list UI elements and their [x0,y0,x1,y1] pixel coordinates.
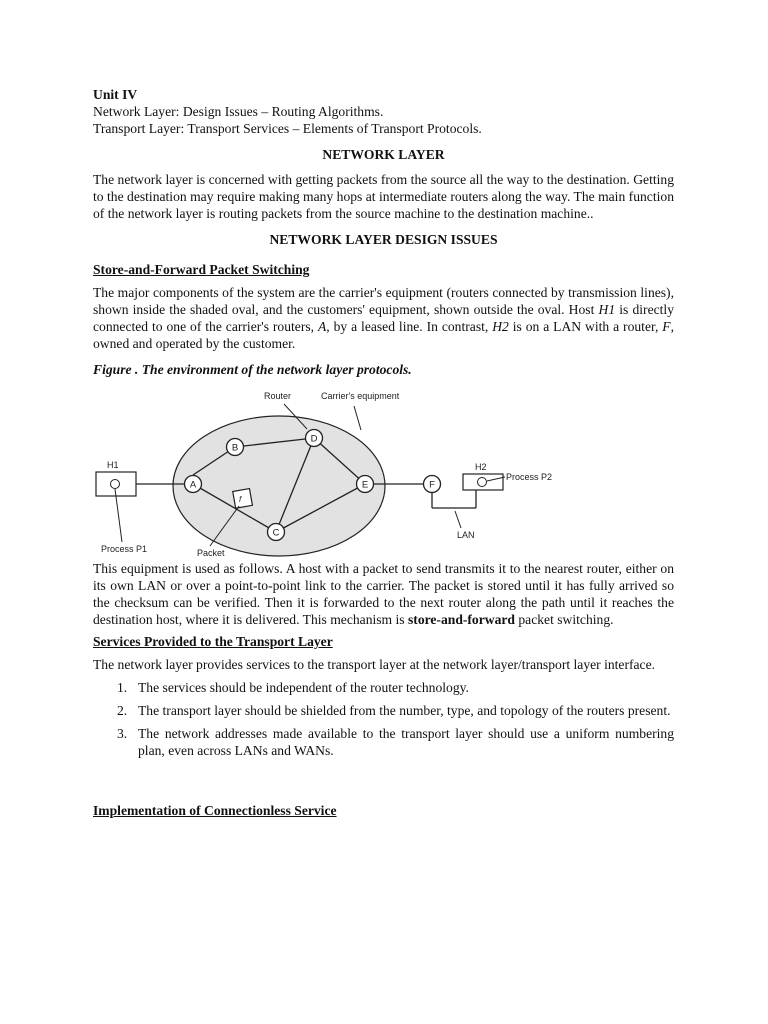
list-item: 1. The services should be independent of the router technology. [117,680,469,695]
network-layer-intro: The network layer is concerned with getting packets from the source all the way to the destination. Getting to the destination may require making many hops at intermediate routers along the way. The main function of the network layer is routing packets from the source machine to the destination machine.. [93,172,674,221]
h1-label: H1 [107,460,119,470]
svg-text:E: E [361,479,369,491]
list-item: 3. The network addresses made available to the transport layer should use a uniform numbering plan, even across LANs and WANs. [117,726,674,758]
store-forward-heading: Store-and-Forward Packet Switching [93,262,310,277]
services-list [93,679,674,759]
router-a [185,476,202,493]
usage-paragraph: This equipment is used as follows. A host with a packet to send transmits it to the nearest router, either on its own LAN or over a point-to-point link to the carrier. The packet is stored until it has fully arrived so the checksum can be verified. Then it is forwarded to the next router along the path until it reaches the destination host, where it is delivered. This mechanism is store-and-forward packet switching. [93,561,674,627]
packet-box [233,489,253,509]
h2-label: H2 [475,462,487,472]
router-d [306,430,323,447]
process-p2-label: Process P2 [506,472,553,482]
lan-label: LAN [457,530,475,540]
carriers-equipment-label: Carrier's equipment [321,391,400,401]
router-label: Router [264,391,292,401]
network-layer-heading: NETWORK LAYER [322,147,445,162]
store-forward-paragraph: The major components of the system are the carrier's equipment (routers connected by transmission lines), shown inside the shaded oval, and the customers' equipment, shown outside the oval. Host H1 is directly connected to one of the carrier's routers, A, by a leased line. In contrast, H2 is on a LAN with a router, F, owned and operated by the customer. [93,285,674,351]
svg-text:D: D [310,433,318,445]
svg-text:F: F [429,479,435,491]
packet-label: Packet [197,548,225,557]
process-p1-dot [111,480,120,489]
unit-topics-network: Network Layer: Design Issues – Routing Algorithms. [93,104,384,119]
document-page [93,86,674,819]
services-heading: Services Provided to the Transport Layer [93,634,333,649]
process-p1-label: Process P1 [101,544,148,554]
router-f [424,476,441,493]
router-b [227,439,244,456]
router-e [357,476,374,493]
design-issues-heading: NETWORK LAYER DESIGN ISSUES [269,232,498,247]
figure-caption: Figure . The environment of the network layer protocols. [93,362,412,377]
unit-topics-transport: Transport Layer: Transport Services – Elements of Transport Protocols. [93,121,482,136]
unit-title: Unit IV [93,87,138,102]
packet-mark: f [239,495,242,504]
services-intro: The network layer provides services to the transport layer at the network layer/transport layer interface. [93,657,656,672]
svg-text:A: A [189,479,197,491]
connectionless-heading: Implementation of Connectionless Service [93,803,337,818]
svg-text:B: B [231,442,239,454]
network-diagram [93,382,674,557]
router-c [268,524,285,541]
list-item: 2. The transport layer should be shielded from the number, type, and topology of the routers present. [117,703,671,718]
svg-text:C: C [272,527,280,539]
process-p2-dot [478,478,487,487]
